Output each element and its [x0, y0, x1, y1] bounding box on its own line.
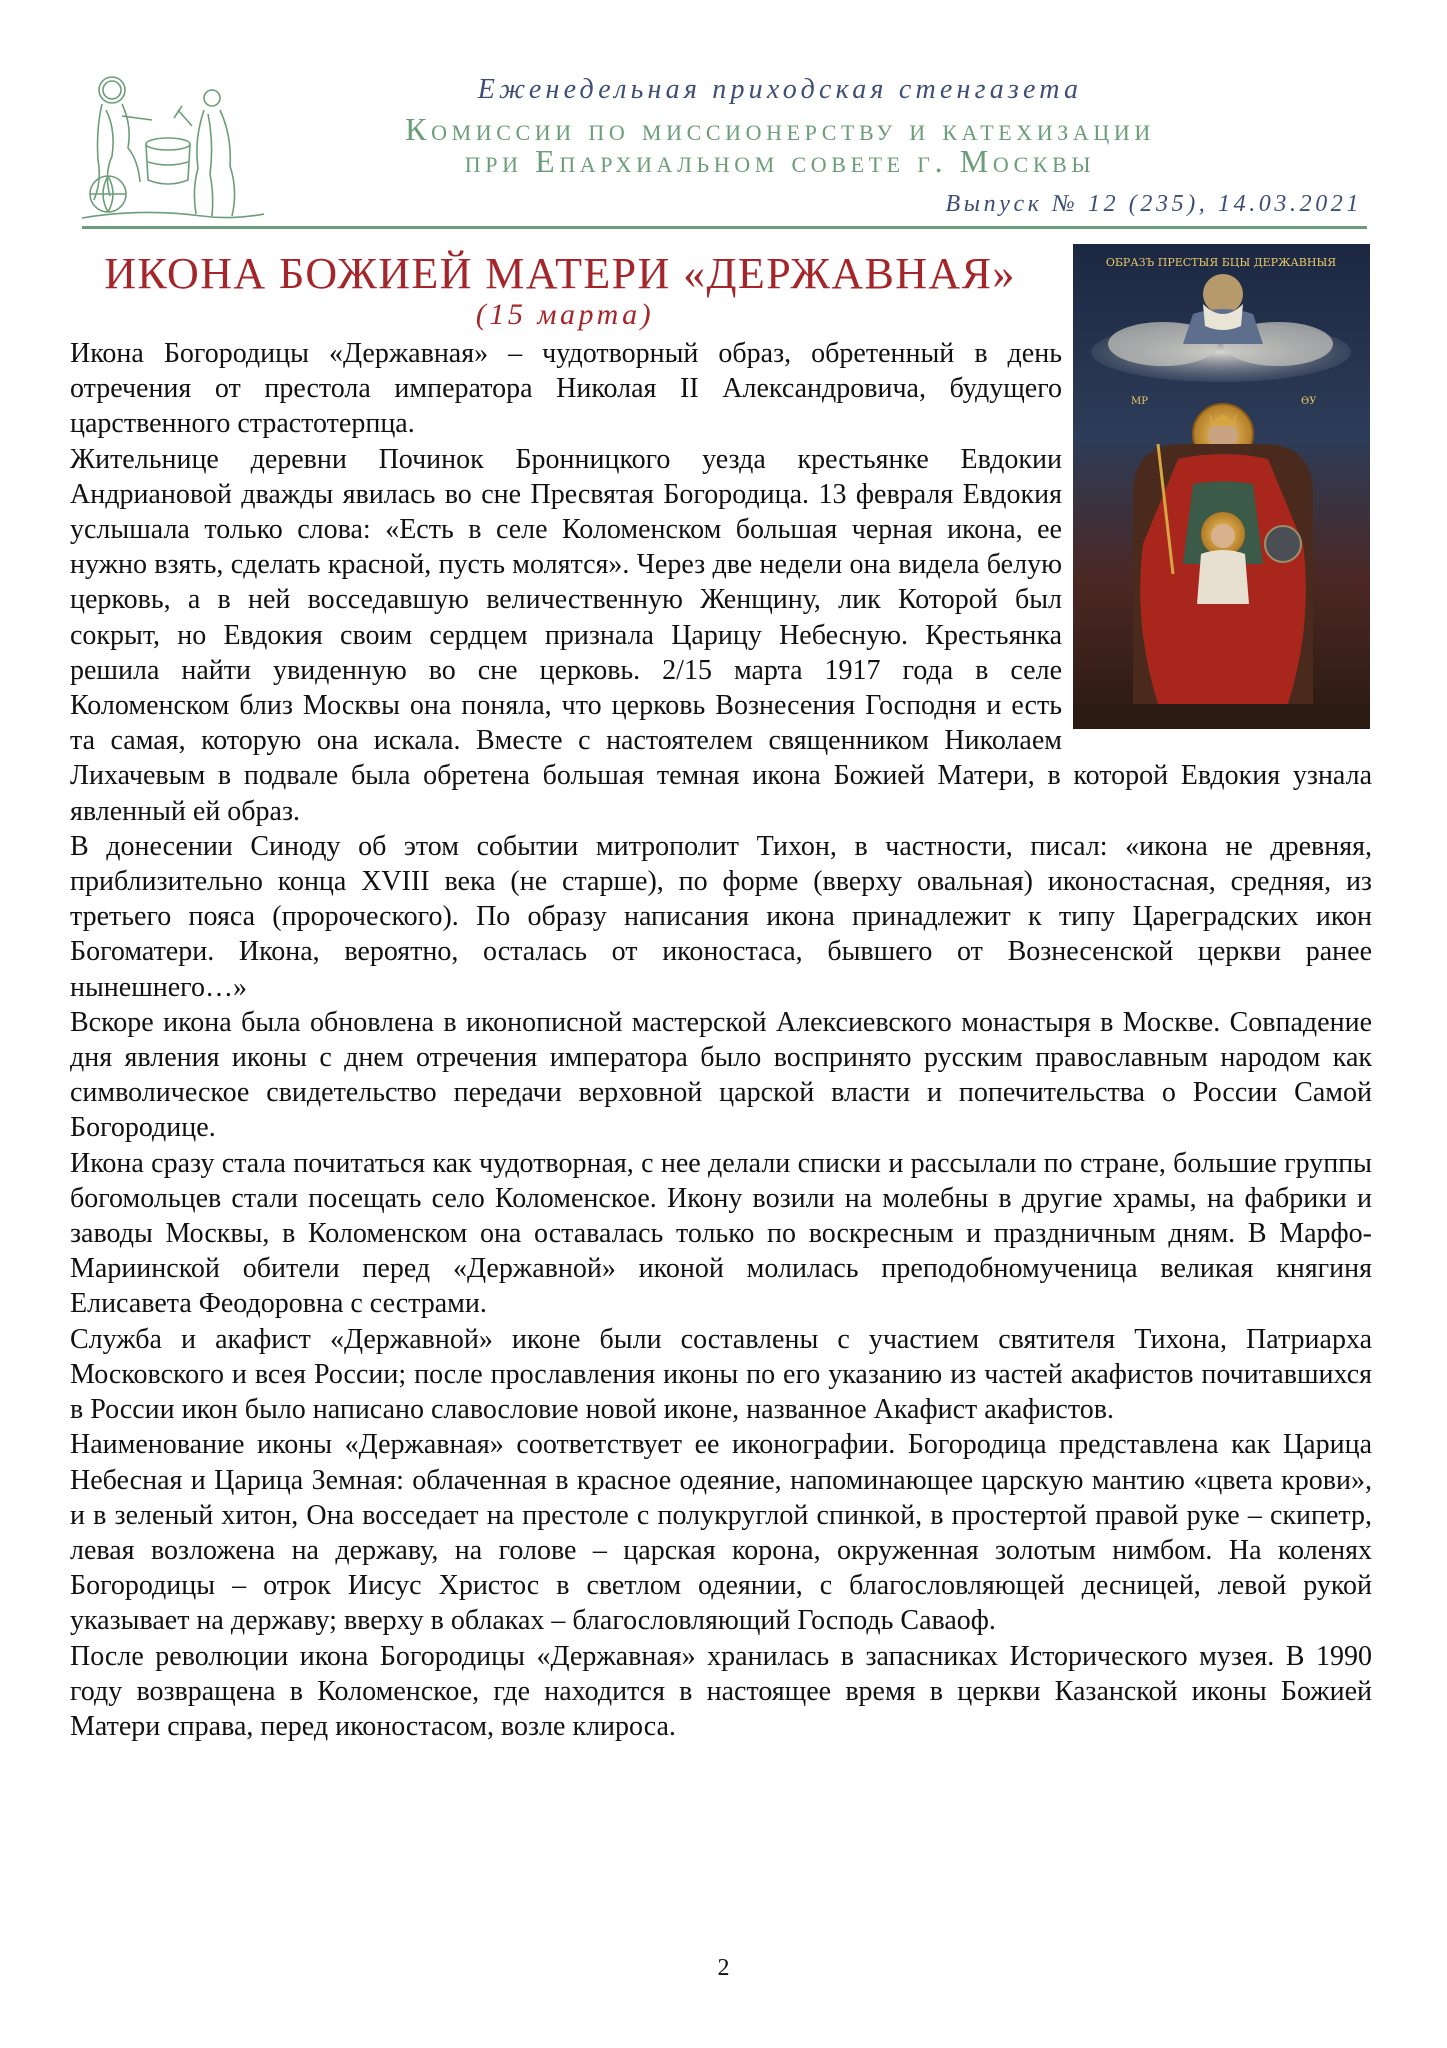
paragraph-5: Икона сразу стала почитаться как чудотворная, с нее делали списки и рассылали по стране, большие группы богомольцев стали посещать село Коломенское. Икону возили на молебны в другие храмы, на фабрики и заводы Москвы, в Коломенском она оставалась только по воскресным и праздничным дням. В Марфо-Мариинской обители перед «Державной» иконой молилась преподобномученица великая княгиня Елисавета Феодоровна с сестрами.	[70, 1147, 1372, 1320]
header-newspaper-type: Еженедельная приходская стенгазета	[477, 74, 1083, 105]
paragraph-6: Служба и акафист «Державной» иконе были составлены с участием святителя Тихона, Патриарха Московского и всея России; после прославления иконы по его указанию из частей акафистов почитавшихся в России икон было написано славословие новой иконе, названное Акафист акафистов.	[70, 1323, 1372, 1426]
header-commission: Комиссии по миссионерству и катехизации	[405, 111, 1155, 147]
paragraph-4: Вскоре икона была обновлена в иконописной мастерской Алексиевского монастыря в Москве. Совпадение дня явления иконы с днем отречения императора было воспринято русским православным народом как символическое свидетельство передачи верховной царской власти и попечительства о России Самой Богородице.	[70, 1006, 1372, 1144]
paragraph-2: Жительнице деревни Починок Бронницкого уезда крестьянке Евдокии Андриановой дважды явилась во сне Пресвятая Богородица. 13 февраля Евдокия услышала только слова: «Есть в селе Коломенском большая черная икона, ее нужно взять, сделать красной, пусть молятся». Через две недели она видела белую церковь, а в ней восседавшую величественную Женщину, лик Которой был сокрыт, но Евдокия своим сердцем признала Царицу Небесную. Крестьянка решила найти увиденную во сне церковь. 2/15 марта 1917 года в селе Коломенском близ Москвы она поняла, что церковь Вознесения Господня и есть та самая, которую она искала. Вместе с настоятелем священником Николаем Лихачевым в подвале была обретена большая темная икона Божией Матери, в которой Евдокия узнала явленный ей образ.	[70, 443, 1372, 827]
image-float-spacer	[1062, 336, 1372, 746]
article-title: ИКОНА БОЖИЕЙ МАТЕРИ «ДЕРЖАВНАЯ»	[104, 249, 1016, 298]
header-divider	[82, 226, 1367, 229]
svg-text:ѲУ: ѲУ	[1301, 396, 1317, 407]
issue-number: Выпуск № 12 (235), 14.03.2021	[945, 191, 1362, 217]
page-number: 2	[717, 1955, 730, 1981]
icon-inscription: ОБРАЗЪ ПРЕСТЫЯ БЦЫ ДЕРЖАВНЫЯ	[1105, 256, 1337, 269]
article-body	[70, 336, 1372, 1744]
paragraph-8: После революции икона Богородицы «Державная» хранилась в запасниках Исторического музея. В 1990 году возвращена в Коломенское, где находится в настоящее время в церкви Казанской иконы Божией Матери справа, перед иконостасом, возле клироса.	[70, 1640, 1372, 1742]
paragraph-3: В донесении Синоду об этом событии митрополит Тихон, в частности, писал: «икона не древняя, приблизительно конца XVIII века (не старше), по форме (вверху овальная) иконостасная, средняя, из третьего пояса (пророческого). По образу написания икона принадлежит к типу Цареградских икон Богоматери. Икона, вероятно, осталась от иконостаса, бывшего от Вознесенской церкви ранее нынешнего…»	[70, 830, 1372, 1003]
article-date: (15 марта)	[475, 298, 655, 331]
header-council: при Епархиальном совете г. Москвы	[464, 143, 1096, 179]
parish-logo-icon	[82, 70, 264, 230]
paragraph-7: Наименование иконы «Державная» соответствует ее иконографии. Богородица представлена как Царица Небесная и Царица Земная: облаченная в красное одеяние, напоминающее царскую мантию «цвета крови», и в зеленый хитон, Она восседает на престоле с полукруглой спинкой, в простертой правой руке – скипетр, левая возложена на державу, на голове – царская корона, окруженная золотым нимбом. На коленях Богородицы – отрок Иисус Христос в светлом одеянии, с благословляющей десницей, левой рукой указывает на державу; вверху в облаках – благословляющий Господь Саваоф.	[70, 1429, 1372, 1637]
svg-text:МР: МР	[1131, 396, 1148, 407]
paragraph-1: Икона Богородицы «Державная» – чудотворный образ, обретенный в день отречения от престола императора Николая II Александровича, будущего царственного страстотерпца.	[70, 338, 1062, 440]
